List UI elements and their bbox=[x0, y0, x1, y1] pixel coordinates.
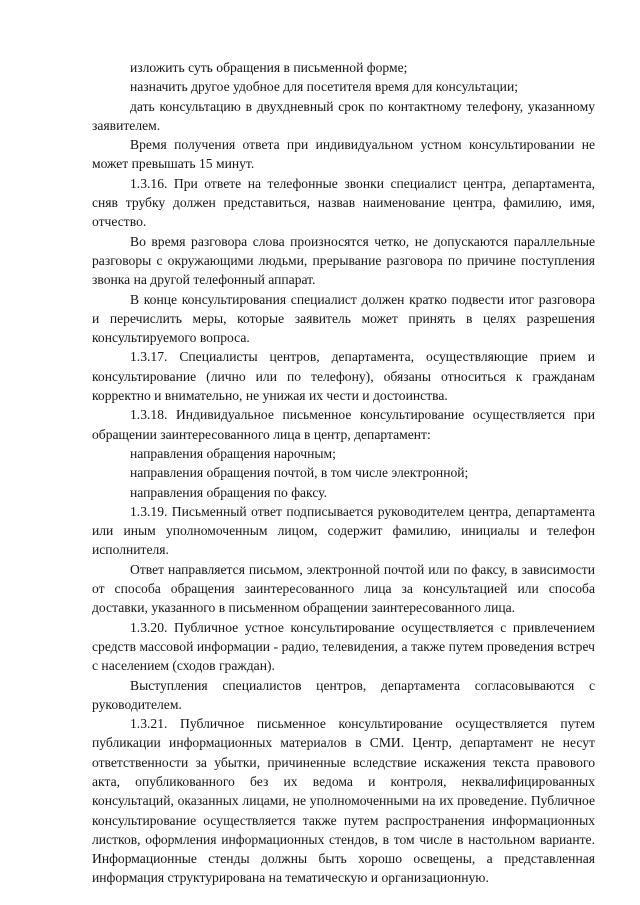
paragraph: Выступления специалистов центров, департамента согласовываются с руководителем. bbox=[92, 677, 595, 712]
paragraph-1-3-17: 1.3.17. Специалисты центров, департамента, осуществляющие прием и консультирование (лично или по телефону), обязаны относиться к гражданам корректно и внимательно, не унижая их чести и достоинства. bbox=[92, 349, 595, 404]
list-item: направления обращения почтой, в том числе электронной; bbox=[130, 465, 469, 481]
paragraph-1-3-18: 1.3.18. Индивидуальное письменное консультирование осуществляется при обращении заинтересованного лица в центр, департамент: bbox=[92, 407, 595, 442]
paragraph: Время получения ответа при индивидуальном устном консультировании не может превышать 15 минут. bbox=[92, 137, 595, 172]
list-item: направления обращения нарочным; bbox=[130, 445, 336, 461]
list-item: направления обращения по факсу. bbox=[130, 484, 328, 500]
paragraph-1-3-16: 1.3.16. При ответе на телефонные звонки специалист центра, департамента, сняв трубку должен представиться, назвав наименование центра, фамилию, имя, отчество. bbox=[92, 175, 595, 230]
paragraph: Во время разговора слова произносятся четко, не допускаются параллельные разговоры с окружающими людьми, прерывание разговора по причине поступления звонка на другой телефонный аппарат. bbox=[92, 233, 595, 288]
paragraph-1-3-19: 1.3.19. Письменный ответ подписывается руководителем центра, департамента или иным уполномоченным лицом, содержит фамилию, инициалы и телефон исполнителя. bbox=[92, 503, 595, 558]
document-body bbox=[92, 58, 595, 888]
list-item: изложить суть обращения в письменной форме; bbox=[130, 60, 408, 75]
list-item: назначить другое удобное для посетителя время для консультации; bbox=[130, 79, 519, 95]
paragraph-1-3-21: 1.3.21. Публичное письменное консультирование осуществляется путем публикации информационных материалов в СМИ. Центр, департамент не несут ответственности за убытки, причиненные вследствие искажения текста правового акта, опубликованного без их ведома и контроля, неквалифицированных консультаций, оказанных лицами, не уполномоченными на их проведение. Публичное консультирование осуществляется также путем распространения информационных листков, оформления информационных стендов, в том числе в настольном варианте. Информационные стенды должны быть хорошо освещены, а представленная информация структурирована на тематическую и организационную. bbox=[92, 716, 595, 886]
list-item: дать консультацию в двухдневный срок по контактному телефону, указанному заявителем. bbox=[92, 98, 595, 133]
paragraph-1-3-20: 1.3.20. Публичное устное консультирование осуществляется с привлечением средств массовой информации - радио, телевидения, а также путем проведения встреч с населением (сходов граждан). bbox=[92, 619, 595, 674]
paragraph: Ответ направляется письмом, электронной почтой или по факсу, в зависимости от способа обращения заинтересованного лица за консультацией или способа доставки, указанного в письменном обращении заинтересованного лица. bbox=[92, 561, 595, 616]
paragraph: В конце консультирования специалист должен кратко подвести итог разговора и перечислить меры, которые заявитель может принять в целях разрешения консультируемого вопроса. bbox=[92, 291, 595, 346]
